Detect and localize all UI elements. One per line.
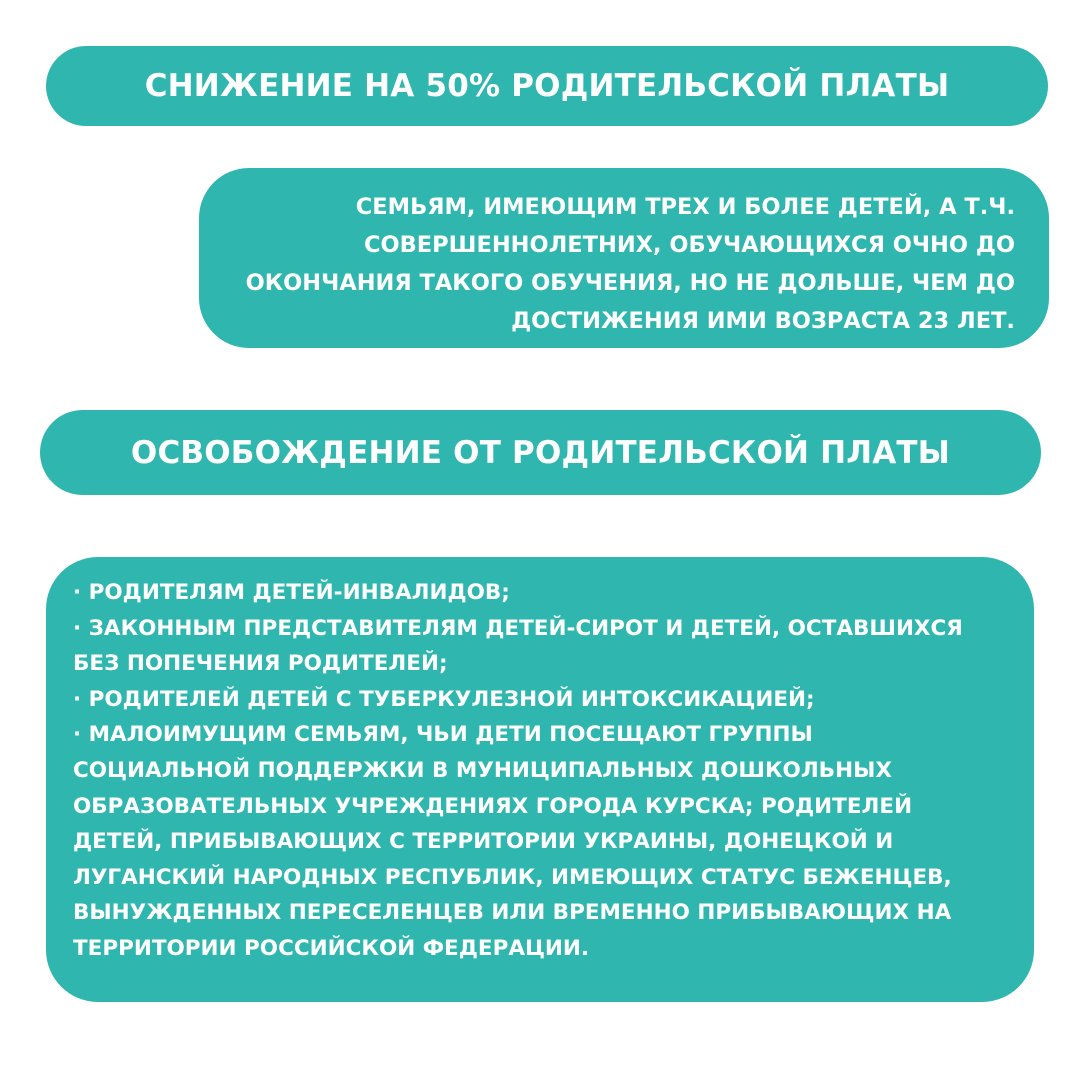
exemption-text-line: БЕЗ ПОПЕЧЕНИЯ РОДИТЕЛЕЙ; [73,651,448,677]
exemption-details-card [46,557,1034,1002]
reduction-heading: СНИЖЕНИЕ НА 50% РОДИТЕЛЬСКОЙ ПЛАТЫ [144,68,950,104]
reduction-heading-banner [46,46,1048,126]
reduction-details-card [199,168,1049,348]
exemption-text-line: · ЗАКОННЫМ ПРЕДСТАВИТЕЛЯМ ДЕТЕЙ-СИРОТ И ДЕТЕЙ, ОСТАВШИХСЯ [73,615,963,641]
reduction-text-line: СЕМЬЯМ, ИМЕЮЩИМ ТРЕХ И БОЛЕЕ ДЕТЕЙ, А Т.Ч. [355,194,1015,220]
exemption-text-line: ВЫНУЖДЕННЫХ ПЕРЕСЕЛЕНЦЕВ ИЛИ ВРЕМЕННО ПРИБЫВАЮЩИХ НА [73,900,952,926]
exemption-text-line: · РОДИТЕЛЕЙ ДЕТЕЙ С ТУБЕРКУЛЕЗНОЙ ИНТОКСИКАЦИЕЙ; [73,686,815,712]
exemption-text-line: ТЕРРИТОРИИ РОССИЙСКОЙ ФЕДЕРАЦИИ. [73,935,590,961]
reduction-text-line: СОВЕРШЕННОЛЕТНИХ, ОБУЧАЮЩИХСЯ ОЧНО ДО [364,232,1015,258]
exemption-text-line: · РОДИТЕЛЯМ ДЕТЕЙ-ИНВАЛИДОВ; [73,580,510,605]
exemption-text-line: СОЦИАЛЬНОЙ ПОДДЕРЖКИ В МУНИЦИПАЛЬНЫХ ДОШКОЛЬНЫХ [73,757,892,783]
exemption-heading-banner [40,410,1041,495]
exemption-text-line: · МАЛОИМУЩИМ СЕМЬЯМ, ЧЬИ ДЕТИ ПОСЕЩАЮТ ГРУППЫ [73,722,813,748]
exemption-text-line: ОБРАЗОВАТЕЛЬНЫХ УЧРЕЖДЕНИЯХ ГОРОДА КУРСКА; РОДИТЕЛЕЙ [73,793,913,819]
reduction-text-line: ДОСТИЖЕНИЯ ИМИ ВОЗРАСТА 23 ЛЕТ. [511,308,1015,334]
exemption-text-line: ЛУГАНСКИЙ НАРОДНЫХ РЕСПУБЛИК, ИМЕЮЩИХ СТАТУС БЕЖЕНЦЕВ, [73,864,952,890]
reduction-text-line: ОКОНЧАНИЯ ТАКОГО ОБУЧЕНИЯ, НО НЕ ДОЛЬШЕ, ЧЕМ ДО [245,270,1015,296]
exemption-text-line: ДЕТЕЙ, ПРИБЫВАЮЩИХ С ТЕРРИТОРИИ УКРАИНЫ, ДОНЕЦКОЙ И [73,829,894,855]
exemption-heading: ОСВОБОЖДЕНИЕ ОТ РОДИТЕЛЬСКОЙ ПЛАТЫ [130,434,951,471]
